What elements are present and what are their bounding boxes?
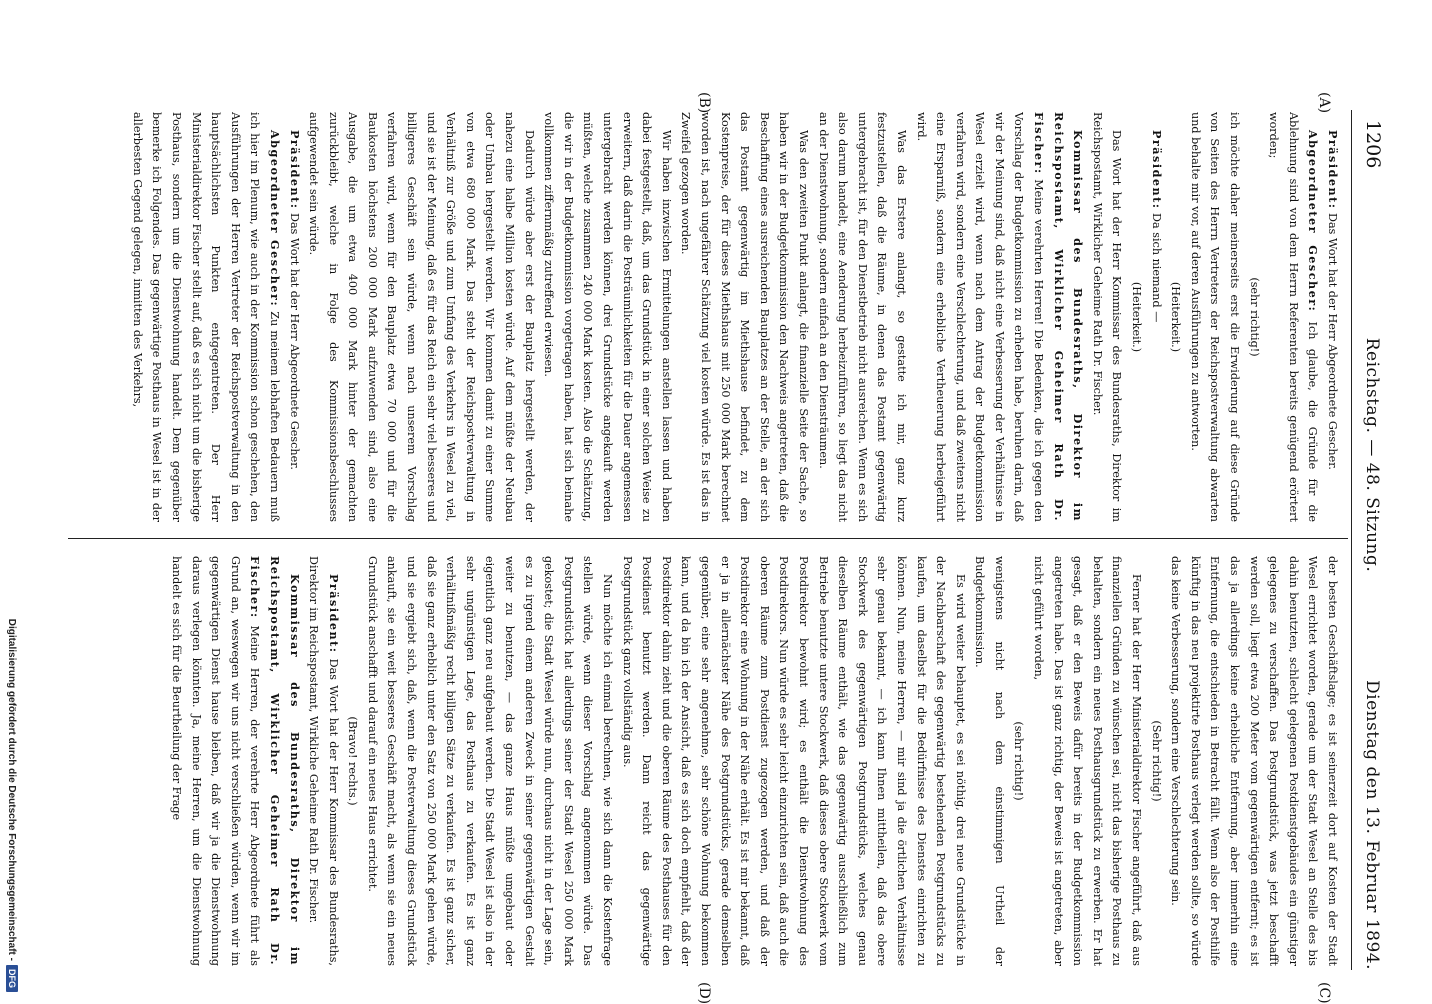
paragraph-text: Das Wort hat der Herr Abgeordnete Gescher. [1326,213,1339,470]
paragraph-text: Dadurch würde aber erst der Bauplatz hergestellt werden, der nahezu eine halbe Million kosten würde. Auf dem müßte der Neubau oder Umbau hergestellt werden. Wir kommen damit zu einer Summe von etwa 680 000 Mark. Das steht der Reichspostverwaltung in Verhältniß zur Größe und zum Umfang des Verkehrs in Wesel zu viel, und sie ist der Meinung, daß es für das Reich ein sehr viel besseres und billigeres Geschäft sein würde, wenn nach unserem Vorschlag verfahren wird, wenn für den Bauplatz etwa 70 000 und für die Baukosten höchstens 200 000 Mark aufzuwenden sind, also eine Ausgabe, die um etwa 400 000 Mark hinter der gemachten zurückbleibt, welche in Folge des Kommissionsbeschlusses aufgewendet sein würde. [307,112,536,522]
digitization-credit-text: Digitalisierung gefördert durch die Deutsche Forschungsgemeinschaft - [6,618,18,961]
paragraph [284,112,304,522]
paragraph-text: Da sich niemand — [1149,213,1163,323]
speaker-name: Präsident: [1326,130,1340,210]
paragraph-text: Wir haben inzwischen Ermittelungen anstellen lassen und haben dabei festgestellt, daß, um das Grundstück in einer solchen Weise zu erweitern, daß darin die Posträumlichkeiten für die Dauer angemessen untergebracht werden können, drei Grundstücke angekauft werden müßten, welche zusammen 240 000 Mark kosten. Also die Schätzung, die wir in der Budgetkommission vorgetragen haben, hat sich beinahe vollkommen ziffernmäßig zutreffend erwiesen. [542,112,673,522]
paragraph [1029,556,1147,966]
paragraph [304,112,539,522]
paragraph [911,112,1087,522]
paragraph [1166,556,1342,966]
paragraph [1322,112,1342,522]
interjection-text: (Heiterkeit.) [1130,281,1144,353]
paragraph-text: Das Wort hat der Herr Kommissar des Bundesraths, Direktor im Reichspostamt, Wirkliche Geheime Rath Dr. Fischer. [307,556,340,966]
paragraph-text: Ferner hat der Herr Ministerialdirektor Fischer angeführt, daß aus finanziellen Gründen zu wünschen sei, nicht das bisherige Posthaus zu behalten, sondern ein neues Posthausgrundstück zu erwerben. Er hat gesagt, daß er den Beweis dafür bereits in der Budgetkommission angetreten habe. Das ist ganz richtig, der Beweis ist angetreten, aber nicht geführt worden, [1032,556,1144,966]
speaker-name: Kommissar des Bundesraths, Direktor im Reichspostamt, Wirklicher Geheimer Rath Dr. Fischer: [1032,112,1086,522]
paragraph-text: Was das Erstere anlangt, so gestatte ich mir, ganz kurz festzustellen, daß die Räume, in denen das Postamt gegenwärtig untergebracht ist, für den Dienstbetrieb nicht ausreichen. Wenn es sich also darum handelt, eine Aenderung herbeizuführen, so liegt das nicht an der Dienstwohnung, sondern einfach an den Diensträumen. [816,112,908,522]
digitization-credit [2,0,22,1000]
paragraph-text: Nun möchte ich einmal berechnen, wie sich dann die Kostenfrage stellen würde, wenn dieser Vorschlag angenommen würde. Das Postgrundstück hat allerdings seiner der Stadt Wesel 250 000 Mark gekostet; die Stadt Wesel würde nun, durchaus nicht in der Lage sein, es zu irgend einem anderen Zweck in seiner gegenwärtigen Gestalt weiter zu benutzen, — das ganze Haus müßte umgebaut oder eigentlich ganz neu aufgebaut werden. Die Stadt Wesel ist also in der sehr ungünstigen Lage, das Posthaus zu verkaufen. Es ist ganz verhältnißmäßig recht billigen Sätze zu verkaufen. Es ist ganz sicher, daß sie ganz erheblich unter den Satz von 250 000 Mark gehen würde, und sie ergiebt sich, daß, wenn die Postverwaltung dieses Grundstück ankauft, sie ein weit besseres Geschäft macht, als wenn sie ein neues Grundstück anschafft und darauf ein neues Haus errichtet. [365,556,615,966]
speaker-name: Präsident: [326,574,341,654]
paragraph-text: Was den zweiten Punkt anlangt, die finanzielle Seite der Sache, so haben wir in der Budgetkommission den Nachweis angetreten, daß die Beschaffung eines ausreichenden Bauplatzes an der Stelle, an der sich das Postamt gegenwärtig im Miethshause befindet, zu dem Kostenpreise, der für dieses Miethshaus mit 250 000 Mark berechnet worden ist, nach ungefährer Schätzung viel kosten würde. Es ist das in Zweifel gezogen worden. [679,112,810,522]
paragraph-text: der besten Geschäftslage; es ist seinerzeit dort auf Kosten der Stadt Wesel errichtet worden, gerade um der Stadt Wesel an Stelle des bis dahin benutzten, schlecht gelegenen Postdienstgebäudes ein günstiger gelegenes zu verschaffen. Das Postgrundstück, was jetzt beschafft werden soll, liegt etwa 200 Meter vom gegenwärtigen entfernt; es ist das ja allerdings keine erhebliche Entfernung, aber immerhin eine Entfernung, die entschieden in Betracht fällt. Wenn also der Posthilfe künftig in das neu projektirte Posthaus verlegt werden sollte, so würde das keine Verbesserung, sondern eine Verschlechterung sein. [1169,556,1339,966]
page-header [1358,120,1384,970]
speaker-name: Präsident: [287,130,302,210]
interjection-text: (sehr richtig!) [1012,721,1026,801]
dfg-logo: DFG [6,965,18,992]
paragraph-text: Das Wort hat der Herr Abgeordnete Gescher. [287,213,301,470]
interjection [1146,556,1166,966]
interjection [1244,112,1264,522]
paragraph [1146,112,1166,522]
paragraph-text: Meine verehrten Herren! Die Bedenken, die ich gegen den Vorschlag der Budgetkommission zu erheben habe, beruhen darin, daß wir der Meinung sind, daß nicht eine Verbesserung der Verhältnisse in Wesel erzielt wird, wenn nach dem Antrag der Budgetkommission verfahren wird, sondern eine Verschlechterung, und daß zweitens nicht eine Ersparniß, sondern eine erhebliche Vertheuerung herbeigeführt wird. [914,112,1046,522]
interjection [343,556,363,966]
paragraph [539,112,676,522]
page-number: 1206 [1362,120,1384,169]
paragraph-text: Ich glaube, die Gründe für die Ablehnung sind von dem Herrn Referenten bereits genügend erörtert worden; [1267,112,1320,522]
interjection [1126,112,1146,522]
paragraph [617,556,970,966]
speaker-name: Abgeordneter Gescher: [267,130,282,308]
paragraph-text: Meine Herren, der verehrte Herr Abgeordnete führt als Grund an, weswegen wir uns nicht verschließen würden, wenn wir im gegenwärtigen Dienst hause bleiben, daß wir ja die Dienstwohnung daraus verlegen könnten. Ja, meine Herren, um die Dienstwohnung handelt es sich für die Beurtheilung der Frage [169,556,262,966]
interjection-text: (Bravo! rechts.) [346,716,360,806]
paragraph-text: wenigstens nicht nach dem einstimmigen Urtheil der Budgetkommission. [973,556,1006,966]
header-rule [1351,110,1352,970]
margin-marker-b: (B) [696,92,712,114]
paragraph [166,556,303,966]
right-column [72,556,1342,966]
margin-marker-c: (C) [1316,982,1332,1004]
interjection-text: (Heiterkeit.) [1169,281,1183,353]
interjection-text: (Sehr richtig!) [1149,720,1163,802]
paragraph [362,556,617,966]
paragraph [1264,112,1323,522]
margin-marker-d: (D) [696,982,712,1004]
session-date: Dienstag den 13. Februar 1894. [1362,680,1382,971]
speaker-name: Abgeordneter Gescher: [1306,130,1321,313]
paragraph-text: Das Wort hat der Herr Kommissar des Bundesraths, Direktor im Reichspostamt, Wirklicher Geheime Rath Dr. Fischer. [1090,112,1124,522]
interjection-text: (sehr richtig!) [1247,277,1261,357]
paragraph [1185,112,1244,522]
speaker-name: Kommissar des Bundesraths, Direktor im Reichspostamt, Wirklicher Geheimer Rath Dr. Fischer: [248,556,302,966]
interjection [1009,556,1029,966]
margin-marker-a: (A) [1316,92,1332,114]
paragraph [970,556,1009,966]
paragraph [813,112,911,522]
paragraph [127,112,284,522]
left-column [72,112,1342,522]
paragraph [1087,112,1126,522]
session-title: Reichstag. — 48. Sitzung. [1362,337,1382,573]
paragraph [304,556,343,966]
column-divider [68,538,1348,539]
paragraph-text: ich möchte daher meinerseits erst die Erwiderung auf diese Gründe von Seiten des Herrn Vertreters der Reichspostverwaltung abwarten und behalte mir vor, auf deren Ausführungen zu antworten. [1188,112,1242,522]
interjection [1166,112,1186,522]
paragraph-text: Es wird weiter behauptet, es sei nöthig, drei neue Grundstücke in der Nachbarschaft des gegenwärtig bestehenden Postgrundstücks zu kaufen, um daselbst für die Bedürfnisse des Dienstes einrichten zu können. Nun, meine Herren, — mir sind ja die örtlichen Verhältnisse sehr genau bekannt, — ich kann Ihnen mittheilen, daß das obere Stockwerk des gegenwärtigen Postgrundstücks, welches genau dieselben Räume enthält, wie das gegenwärtig ausschließlich zum Betriebe benutzte untere Stockwerk, daß dieses obere Stockwerk vom Postdirektor bewohnt wird; es enthält die Dienstwohnung des Postdirektors. Nun würde es sehr leicht einzurichten sein, daß auch die oberen Räume zum Postdienst zugezogen werden, und daß der Postdirektor eine Wohnung in der Nähe erhält. Es ist mir bekannt, daß er ja in allernächster Nähe des Postgrundstücks, gerade demselben gegenüber, eine sehr angenehme, sehr schöne Wohnung bekommen kann, und da bin ich der Ansicht, daß es sich doch empfiehlt, daß der Postdirektor dahin zieht und die oberen Räume des Posthauses für den Postdienst benutzt werden. Dann reicht das gegenwärtige Postgrundstück ganz vollständig aus. [620,556,967,966]
speaker-name: Präsident: [1149,130,1164,210]
paragraph [676,112,813,522]
paragraph-text: Zu meinem lebhaften Bedauern muß ich hier im Plenum, wie auch in der Kommission schon geschehen, den Ausführungen der Herren Vertreter der Reichspostverwaltung in den hauptsächlichsten Punkten entgegentreten. Der Herr Ministerialdirektor Fischer stellt auf, daß es sich nicht um die bisherige Posthaus, sondern um die Dienstwohnung handelt. Dem gegenüber bemerke ich Folgendes. Das gegenwärtige Posthaus in Wesel ist in der allerbesten Gegend gelegen, inmitten des Verkehrs, [130,112,281,522]
